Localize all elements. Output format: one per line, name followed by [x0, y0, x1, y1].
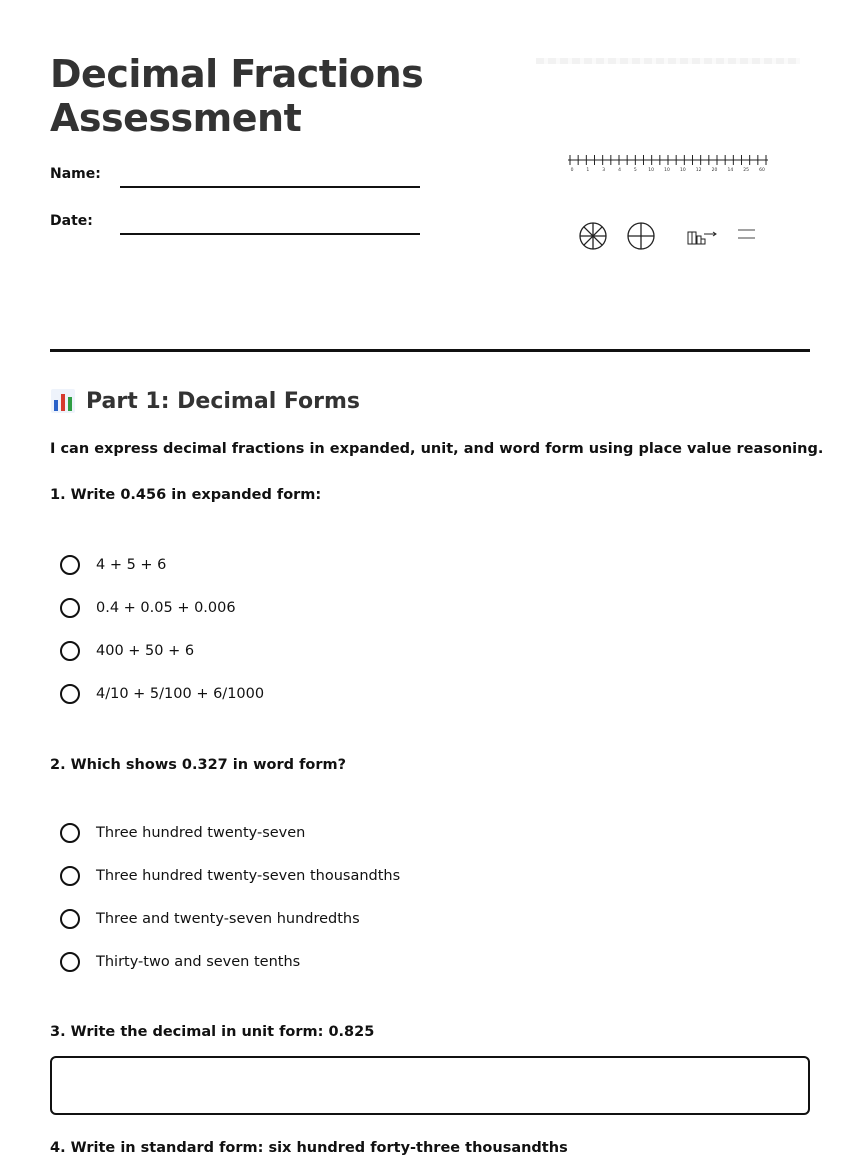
bar-chart-icon [50, 388, 76, 414]
section-heading [50, 388, 360, 414]
question-3-answer-box[interactable] [50, 1056, 810, 1115]
number-line-tick-label: 20 [711, 168, 718, 173]
option-label: Thirty-two and seven tenths [96, 954, 301, 970]
number-line-tick-label: 0 [570, 168, 574, 173]
number-line-tick-label: 60 [759, 168, 765, 173]
number-line-tick-label: 3 [602, 168, 606, 173]
option-label: 4/10 + 5/100 + 6/1000 [96, 686, 265, 702]
option-label: Three and twenty-seven hundredths [96, 911, 360, 927]
fraction-shapes-illustration [576, 218, 766, 254]
circle-eighths-icon [580, 223, 606, 249]
number-line-tick-label: 10 [648, 168, 655, 173]
section-divider [50, 349, 810, 352]
radio-button[interactable] [60, 866, 80, 886]
question-1-option-a[interactable] [60, 552, 166, 578]
radio-button[interactable] [60, 952, 80, 972]
circle-quarters-icon [628, 223, 654, 249]
radio-button[interactable] [60, 641, 80, 661]
title-line-1: Decimal Fractions [50, 52, 424, 96]
number-line-tick-label: 4 [618, 168, 621, 173]
radio-button[interactable] [60, 598, 80, 618]
page-title [50, 52, 423, 140]
date-line[interactable] [120, 233, 420, 235]
equals-icon [738, 230, 755, 238]
faint-decoration [536, 58, 800, 64]
number-line-tick-label: 5 [633, 168, 637, 173]
radio-button[interactable] [60, 823, 80, 843]
number-line-tick-label: 10 [664, 168, 670, 173]
number-line-tick-label: 12 [695, 168, 702, 173]
number-line-tick-label: 10 [679, 168, 686, 173]
question-2-option-c[interactable] [60, 906, 360, 932]
title-line-2: Assessment [50, 96, 302, 140]
question-2-option-a[interactable] [60, 820, 305, 846]
section-heading-text: Part 1: Decimal Forms [86, 388, 361, 414]
date-label: Date: [50, 213, 93, 229]
option-label: Three hundred twenty-seven [96, 825, 306, 841]
name-label: Name: [50, 166, 101, 182]
option-label: 4 + 5 + 6 [96, 557, 167, 573]
number-line-illustration [566, 150, 770, 174]
option-label: Three hundred twenty-seven thousandths [96, 868, 401, 884]
number-line-tick-label: 14 [727, 168, 734, 173]
name-line[interactable] [120, 186, 420, 188]
learning-objective: I can express decimal fractions in expanded, unit, and word form using place value reasoning. [50, 441, 824, 457]
radio-button[interactable] [60, 909, 80, 929]
option-label: 0.4 + 0.05 + 0.006 [96, 600, 236, 616]
question-2-option-b[interactable] [60, 863, 400, 889]
question-1-option-b[interactable] [60, 595, 236, 621]
blocks-arrow-icon [688, 232, 716, 244]
number-line-tick-label: 1 [586, 168, 590, 173]
number-line-tick-label: 25 [743, 168, 750, 173]
question-1-prompt: 1. Write 0.456 in expanded form: [50, 487, 322, 503]
question-2-option-d[interactable] [60, 949, 300, 975]
question-1-option-d[interactable] [60, 681, 264, 707]
radio-button[interactable] [60, 555, 80, 575]
radio-button[interactable] [60, 684, 80, 704]
option-label: 400 + 50 + 6 [96, 643, 195, 659]
question-4-prompt: 4. Write in standard form: six hundred forty-three thousandths [50, 1140, 568, 1156]
question-1-option-c[interactable] [60, 638, 194, 664]
question-2-prompt: 2. Which shows 0.327 in word form? [50, 757, 347, 773]
question-3-prompt: 3. Write the decimal in unit form: 0.825 [50, 1024, 375, 1040]
